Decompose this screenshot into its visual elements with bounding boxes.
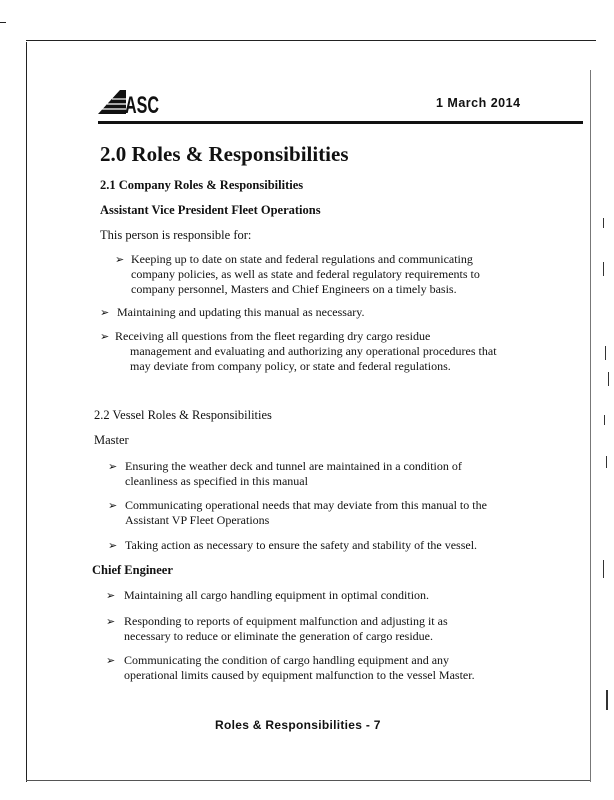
scan-speck [605, 346, 606, 360]
bullet-line: Receiving all questions from the fleet regarding dry cargo residue [115, 329, 431, 343]
bullet-line: Maintaining and updating this manual as necessary. [117, 305, 365, 319]
scan-speck [606, 690, 608, 710]
chief-engineer-title: Chief Engineer [92, 563, 173, 577]
corner-mark [0, 22, 6, 23]
scan-speck [603, 218, 604, 228]
list-item [108, 459, 528, 489]
list-item [115, 252, 515, 297]
list-item [106, 614, 526, 644]
bullet-line: operational limits caused by equipment malfunction to the vessel Master. [124, 668, 475, 682]
bullet-line: Taking action as necessary to ensure the safety and stability of the vessel. [125, 538, 478, 552]
scan-speck [606, 456, 607, 468]
bullet-line: Communicating operational needs that may deviate from this manual to the [125, 498, 487, 512]
arrow-bullet-icon: ➢ [100, 306, 110, 319]
frame-left-line [26, 42, 27, 782]
company-role-title: Assistant Vice President Fleet Operations [100, 203, 321, 217]
list-item [100, 329, 540, 374]
bullet-line: company personnel, Masters and Chief Engineers on a timely basis. [131, 282, 457, 296]
bullet-line: Communicating the condition of cargo handling equipment and any [124, 653, 450, 667]
bullet-line: cleanliness as specified in this manual [125, 474, 308, 488]
frame-top-line [26, 40, 596, 41]
bullet-line: management and evaluating and authorizing any operational procedures that [130, 344, 497, 358]
bullet-line: may deviate from company policy, or state and federal regulations. [130, 359, 451, 373]
bullet-line: Keeping up to date on state and federal regulations and communicating [131, 252, 473, 266]
arrow-bullet-icon: ➢ [108, 539, 118, 552]
arrow-bullet-icon: ➢ [115, 253, 125, 266]
arrow-bullet-icon: ➢ [100, 330, 110, 343]
scan-speck [608, 372, 609, 386]
bullet-line: Maintaining all cargo handling equipment in optimal condition. [124, 588, 430, 602]
vessel-heading: 2.2 Vessel Roles & Responsibilities [94, 408, 272, 422]
scan-speck [604, 415, 605, 425]
list-item [106, 588, 526, 603]
master-title: Master [94, 433, 129, 447]
bullet-line: Ensuring the weather deck and tunnel are maintained in a condition of [125, 459, 462, 473]
arrow-bullet-icon: ➢ [106, 615, 116, 628]
frame-bottom-line [26, 780, 590, 781]
list-item [106, 653, 546, 683]
company-heading: 2.1 Company Roles & Responsibilities [100, 178, 304, 192]
arrow-bullet-icon: ➢ [108, 499, 118, 512]
company-intro: This person is responsible for: [100, 228, 252, 242]
scan-speck [603, 262, 604, 276]
frame-right-line [590, 70, 591, 782]
list-item [100, 305, 520, 320]
bullet-line: Assistant VP Fleet Operations [125, 513, 270, 527]
bullet-line: Responding to reports of equipment malfunction and adjusting it as [124, 614, 448, 628]
bullet-line: company policies, as well as state and federal regulatory requirements to [131, 267, 480, 281]
list-item [108, 538, 548, 553]
bullet-line: necessary to reduce or eliminate the generation of cargo residue. [124, 629, 433, 643]
document-date: 1 March 2014 [436, 96, 521, 110]
arrow-bullet-icon: ➢ [106, 654, 116, 667]
arrow-bullet-icon: ➢ [106, 589, 116, 602]
arrow-bullet-icon: ➢ [108, 460, 118, 473]
page-footer: Roles & Responsibilities - 7 [215, 718, 381, 732]
list-item [108, 498, 548, 528]
section-title: 2.0 Roles & Responsibilities [100, 142, 349, 166]
asc-logo [98, 86, 160, 119]
scan-speck [603, 560, 604, 578]
svg-text:ASC: ASC [125, 92, 159, 119]
header-rule [98, 121, 583, 124]
